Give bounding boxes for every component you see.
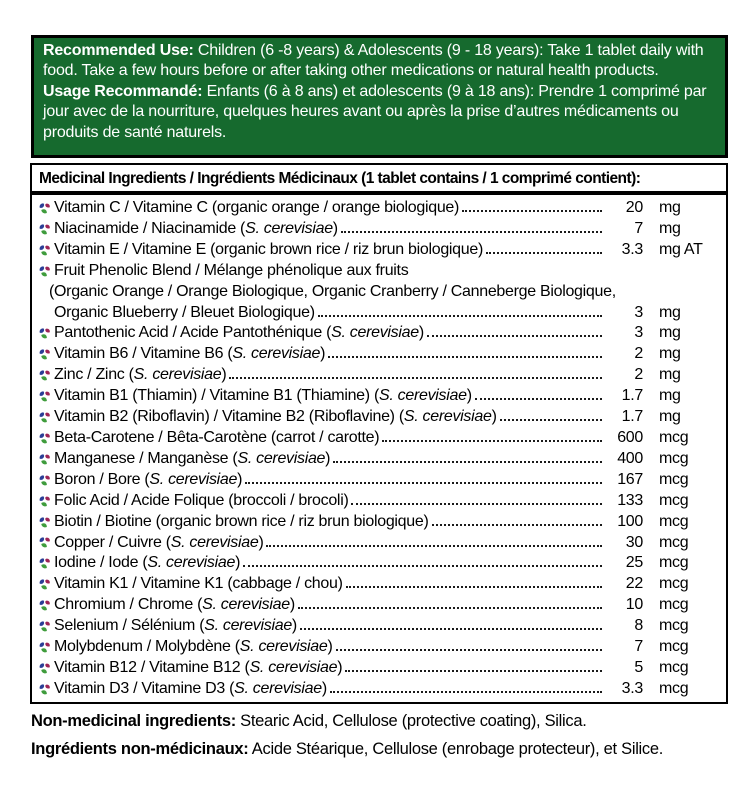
ingredient-row <box>37 198 721 219</box>
ingredient-name: Fruit Phenolic Blend / Mélange phénolique aux fruits <box>54 261 409 279</box>
ingredient-name: (Organic Orange / Orange Biologique, Organic Cranberry / Canneberge Biologique, <box>49 282 616 300</box>
ingredient-row <box>37 533 721 554</box>
ingredient-amount: 1.7 <box>621 387 643 405</box>
brand-swirl-icon <box>38 599 51 612</box>
ingredient-amount: 22 <box>625 575 643 593</box>
ingredient-name: Organic Blueberry / Bleuet Biologique) <box>54 303 315 321</box>
ingredient-row <box>37 344 721 365</box>
ingredient-amount: 5 <box>634 658 643 676</box>
brand-swirl-icon <box>38 390 51 403</box>
ingredient-row <box>37 512 721 533</box>
ingredient-row <box>37 240 721 261</box>
dotted-leader <box>346 586 602 588</box>
ingredient-row <box>37 574 721 595</box>
brand-swirl-icon <box>38 327 51 340</box>
brand-swirl-icon <box>38 683 51 696</box>
ingredient-row <box>37 323 721 344</box>
ingredient-amount: 600 <box>617 428 643 446</box>
ingredient-amount: 20 <box>625 199 643 216</box>
ingredient-unit: mcg <box>659 658 689 676</box>
ingredient-name: Vitamin B2 (Riboflavin) / Vitamine B2 (Riboflavine) (S. cerevisiae) <box>54 408 497 426</box>
ingredient-name: Vitamin B6 / Vitamine B6 (S. cerevisiae) <box>54 345 326 363</box>
ingredient-unit: mg <box>659 219 681 237</box>
ingredient-name: Niacinamide / Niacinamide (S. cerevisiae) <box>54 219 338 237</box>
non-medicinal-en-label: Non-medicinal ingredients: <box>31 712 236 730</box>
dotted-leader <box>298 607 602 609</box>
ingredient-amount: 167 <box>617 470 643 488</box>
ingredient-name: Pantothenic Acid / Acide Pantothénique (S. cerevisiae) <box>54 324 424 342</box>
medicinal-ingredients-table <box>30 163 728 704</box>
dotted-leader <box>229 377 602 379</box>
ingredient-name: Molybdenum / Molybdène (S. cerevisiae) <box>54 638 333 656</box>
dotted-leader <box>432 524 603 526</box>
brand-swirl-icon <box>38 265 51 278</box>
ingredient-unit: mg <box>659 387 681 405</box>
dotted-leader <box>328 356 602 358</box>
ingredient-amount: 133 <box>617 491 643 509</box>
dotted-leader <box>351 503 602 505</box>
ingredient-unit: mg <box>659 366 681 384</box>
ingredient-name: Vitamin E / Vitamine E (organic brown rice / riz brun biologique) <box>54 240 484 258</box>
ingredient-name: Vitamin B12 / Vitamine B12 (S. cerevisiae) <box>54 658 343 676</box>
ingredient-row <box>37 470 721 491</box>
ingredient-name: Boron / Bore (S. cerevisiae) <box>54 470 243 488</box>
ingredient-name: Copper / Cuivre (S. cerevisiae) <box>54 533 264 551</box>
ingredient-unit: mcg <box>659 428 689 446</box>
brand-swirl-icon <box>38 536 51 549</box>
ingredient-unit: mg <box>659 324 681 342</box>
ingredient-unit: mg <box>659 345 681 363</box>
recommended-use-fr-text: Enfants (6 à 8 ans) et adolescents (9 à 18 ans): Prendre 1 comprimé par jour avec de la nourriture, quelques heures avant ou après la prise d’autres médicaments ou produits de santé naturels. <box>43 82 707 141</box>
ingredient-row <box>37 365 721 386</box>
ingredient-unit: mcg <box>659 512 689 530</box>
brand-swirl-icon <box>38 662 51 675</box>
ingredient-name: Manganese / Manganèse (S. cerevisiae) <box>54 449 331 467</box>
ingredient-name: Selenium / Sélénium (S. cerevisiae) <box>54 617 297 635</box>
ingredient-unit: mcg <box>659 679 689 697</box>
ingredient-unit: mg AT <box>659 240 703 258</box>
ingredient-name: Beta-Carotene / Bêta-Carotène (carrot / carotte) <box>54 428 380 446</box>
dotted-leader <box>243 565 602 567</box>
ingredient-unit: mg <box>659 408 681 426</box>
ingredient-unit: mcg <box>659 575 689 593</box>
table-header: Medicinal Ingredients / Ingrédients Médicinaux (1 tablet contains / 1 comprimé contient): <box>32 165 726 195</box>
ingredient-amount: 3 <box>634 303 643 321</box>
ingredient-amount: 8 <box>634 617 643 635</box>
ingredient-row <box>37 553 721 574</box>
ingredient-unit: mcg <box>659 554 689 572</box>
dotted-leader <box>462 210 602 212</box>
ingredient-row <box>37 637 721 658</box>
brand-swirl-icon <box>38 348 51 361</box>
brand-swirl-icon <box>38 495 51 508</box>
ingredient-amount: 3.3 <box>621 679 643 697</box>
ingredient-amount: 3.3 <box>621 240 643 258</box>
recommended-use-box <box>31 35 728 158</box>
dotted-leader <box>475 398 602 400</box>
brand-swirl-icon <box>38 557 51 570</box>
recommended-use-fr-label: Usage Recommandé: <box>43 82 203 100</box>
dotted-leader <box>333 461 602 463</box>
brand-swirl-icon <box>38 432 51 445</box>
ingredient-name: Vitamin K1 / Vitamine K1 (cabbage / chou) <box>54 575 343 593</box>
ingredient-row <box>37 491 721 512</box>
ingredient-unit: mcg <box>659 470 689 488</box>
dotted-leader <box>266 545 602 547</box>
ingredient-unit: mcg <box>659 533 689 551</box>
ingredient-amount: 30 <box>625 533 643 551</box>
dotted-leader <box>345 670 602 672</box>
non-medicinal-fr <box>31 740 731 759</box>
non-medicinal-en-text: Stearic Acid, Cellulose (protective coating), Silica. <box>235 712 587 730</box>
ingredient-name: Zinc / Zinc (S. cerevisiae) <box>54 366 227 384</box>
brand-swirl-icon <box>38 244 51 257</box>
dotted-leader <box>427 335 602 337</box>
brand-swirl-icon <box>38 578 51 591</box>
ingredient-row <box>37 449 721 470</box>
ingredient-row <box>37 219 721 240</box>
dotted-leader <box>330 691 602 693</box>
ingredient-row <box>37 428 721 449</box>
recommended-use-en <box>43 41 716 82</box>
ingredient-name: Biotin / Biotine (organic brown rice / riz brun biologique) <box>54 512 429 530</box>
dotted-leader <box>245 482 602 484</box>
ingredient-row <box>37 679 721 700</box>
ingredient-name: Iodine / Iode (S. cerevisiae) <box>54 554 241 572</box>
recommended-use-en-text: Children (6 -8 years) & Adolescents (9 - 18 years): Take 1 tablet daily with food. Take a few hours before or after taking other medications or natural health products. <box>43 42 704 80</box>
ingredient-row-continuation <box>37 282 721 303</box>
non-medicinal-fr-text: Acide Stéarique, Cellulose (enrobage protecteur), et Silice. <box>248 740 664 758</box>
ingredient-amount: 7 <box>634 219 643 237</box>
ingredient-row <box>37 407 721 428</box>
ingredient-name: Vitamin B1 (Thiamin) / Vitamine B1 (Thiamine) (S. cerevisiae) <box>54 387 472 405</box>
ingredient-amount: 3 <box>634 324 643 342</box>
ingredient-name: Vitamin D3 / Vitamine D3 (S. cerevisiae) <box>54 679 327 697</box>
ingredient-amount: 2 <box>634 366 643 384</box>
ingredient-unit: mcg <box>659 449 689 467</box>
ingredient-amount: 100 <box>617 512 643 530</box>
ingredient-row <box>37 261 721 282</box>
ingredient-unit: mcg <box>659 617 689 635</box>
brand-swirl-icon <box>38 453 51 466</box>
ingredient-unit: mg <box>659 303 681 321</box>
ingredient-amount: 10 <box>625 596 643 614</box>
ingredient-unit: mcg <box>659 638 689 656</box>
ingredient-name: Chromium / Chrome (S. cerevisiae) <box>54 596 295 614</box>
recommended-use-fr <box>43 82 716 143</box>
brand-swirl-icon <box>38 641 51 654</box>
dotted-leader <box>318 315 602 317</box>
dotted-leader <box>486 252 602 254</box>
ingredient-unit: mcg <box>659 596 689 614</box>
ingredient-row <box>37 595 721 616</box>
ingredient-row-continuation <box>37 303 721 324</box>
non-medicinal-fr-label: Ingrédients non-médicinaux: <box>31 740 249 758</box>
dotted-leader <box>300 628 602 630</box>
recommended-use-en-label: Recommended Use: <box>43 42 194 59</box>
ingredient-amount: 25 <box>625 554 643 572</box>
brand-swirl-icon <box>38 223 51 236</box>
dotted-leader <box>382 440 602 442</box>
ingredient-unit: mg <box>659 199 681 216</box>
ingredient-amount: 7 <box>634 638 643 656</box>
ingredient-row <box>37 386 721 407</box>
dotted-leader <box>336 649 602 651</box>
brand-swirl-icon <box>38 516 51 529</box>
brand-swirl-icon <box>38 202 51 215</box>
brand-swirl-icon <box>38 411 51 424</box>
ingredient-row <box>37 616 721 637</box>
ingredients-list <box>32 195 726 700</box>
brand-swirl-icon <box>38 369 51 382</box>
ingredient-name: Vitamin C / Vitamine C (organic orange / orange biologique) <box>54 199 460 216</box>
dotted-leader <box>341 231 602 233</box>
ingredient-unit: mcg <box>659 491 689 509</box>
dotted-leader <box>500 419 602 421</box>
ingredient-row <box>37 658 721 679</box>
ingredient-amount: 400 <box>617 449 643 467</box>
ingredient-name: Folic Acid / Acide Folique (broccoli / brocoli) <box>54 491 349 509</box>
ingredient-amount: 2 <box>634 345 643 363</box>
ingredient-amount: 1.7 <box>621 408 643 426</box>
brand-swirl-icon <box>38 474 51 487</box>
non-medicinal-en <box>31 712 731 731</box>
brand-swirl-icon <box>38 620 51 633</box>
